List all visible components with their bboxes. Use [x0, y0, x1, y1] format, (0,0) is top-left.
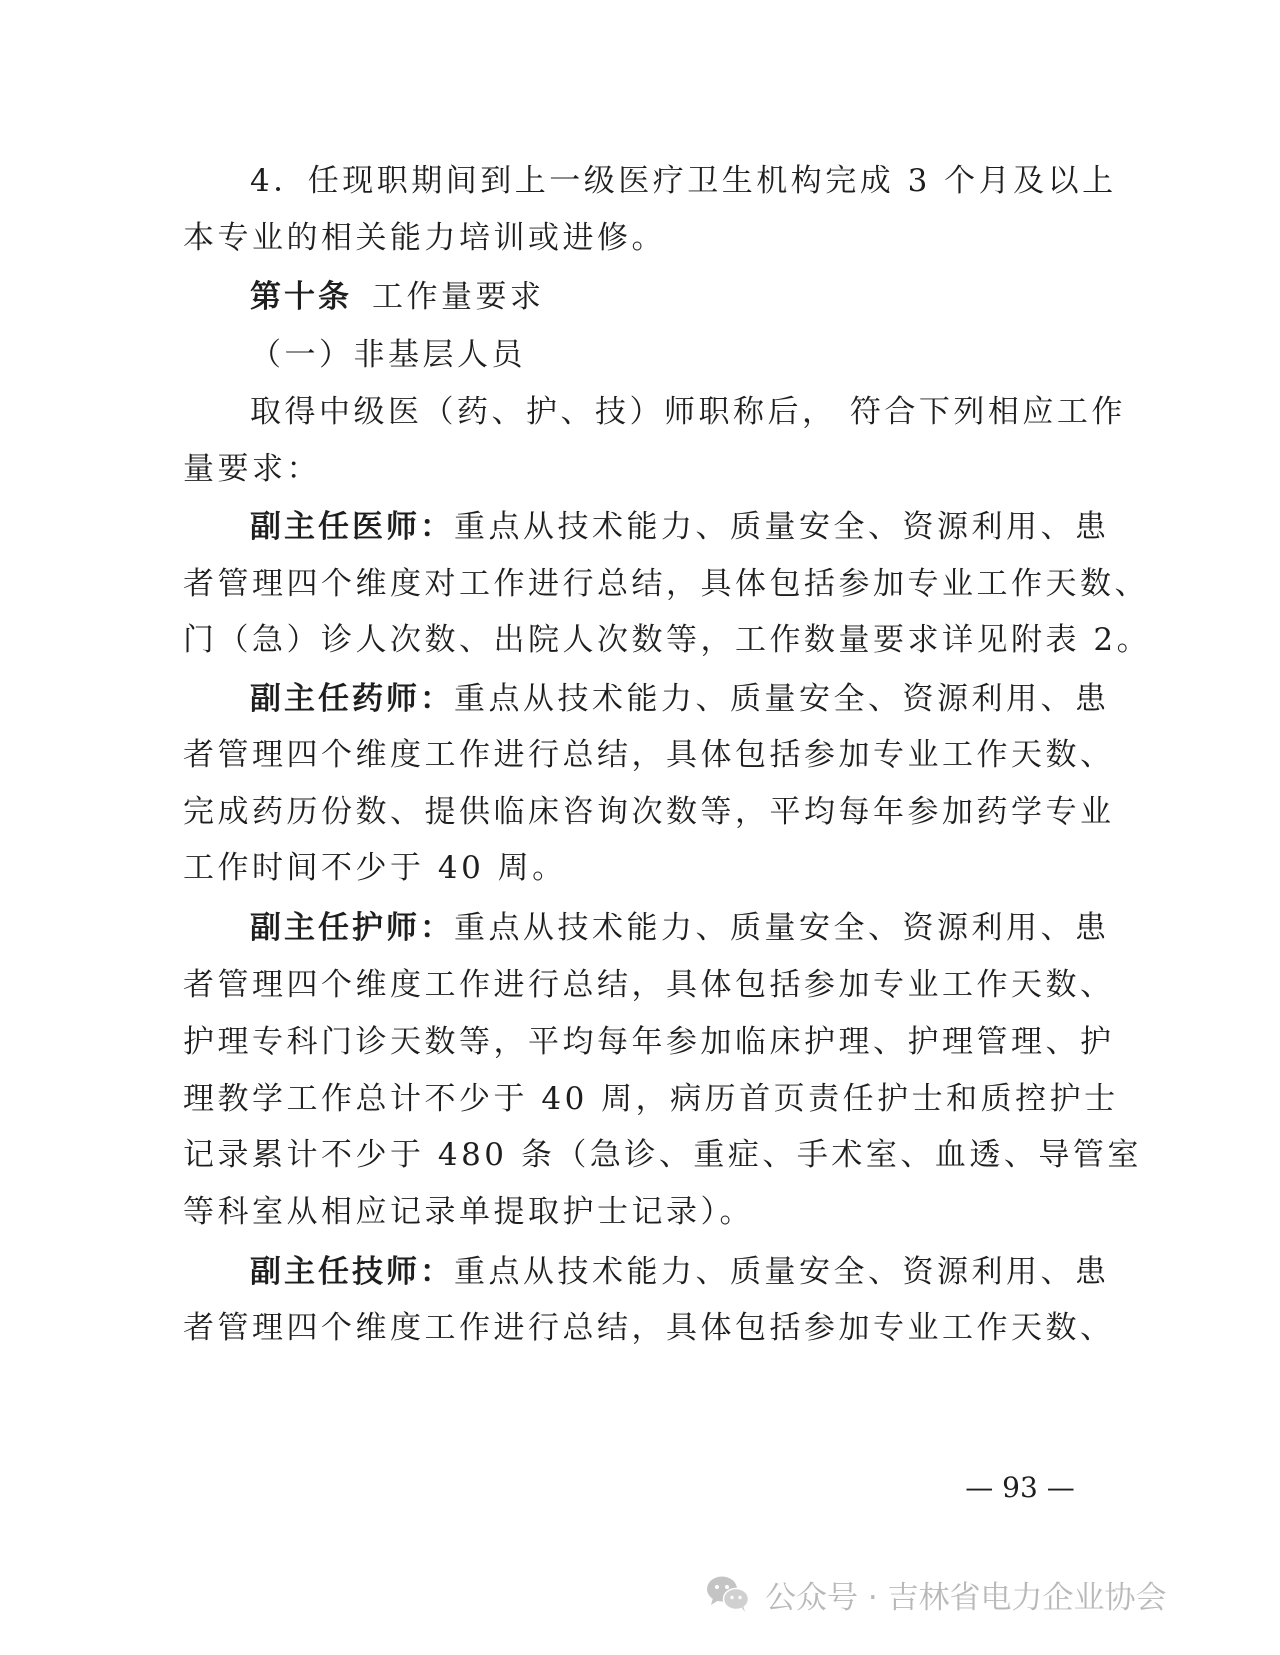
paragraph-line: 理教学工作总计不少于 40 周，病历首页责任护士和质控护士: [183, 1081, 1119, 1117]
paragraph-line: 完成药历份数、提供临床咨询次数等，平均每年参加药学专业: [183, 794, 1115, 830]
nurse-label: 副主任护师：: [250, 910, 454, 946]
paragraph-line: 者管理四个维度工作进行总结，具体包括参加专业工作天数、: [183, 1310, 1115, 1346]
paragraph-line: 取得中级医（药、护、技）师职称后， 符合下列相应工作: [250, 394, 1126, 430]
watermark-text: 公众号 · 吉林省电力企业协会: [765, 1579, 1167, 1616]
paragraph-line: 4．任现职期间到上一级医疗卫生机构完成 3 个月及以上: [250, 163, 1117, 199]
paragraph-line: 量要求：: [183, 451, 321, 487]
paragraph-line: 等科室从相应记录单提取护士记录）。: [183, 1194, 754, 1230]
article-number: 第十条: [250, 279, 352, 315]
paragraph-line: 者管理四个维度工作进行总结，具体包括参加专业工作天数、: [183, 967, 1115, 1003]
pharmacist-label: 副主任药师：: [250, 681, 454, 717]
doctor-label: 副主任医师：: [250, 509, 454, 545]
paragraph-line: 者管理四个维度工作进行总结，具体包括参加专业工作天数、: [183, 737, 1115, 773]
page-number: — 93 —: [965, 1471, 1075, 1504]
article-title: 工作量要求: [372, 279, 545, 315]
paragraph-line: 本专业的相关能力培训或进修。: [183, 220, 666, 256]
wechat-icon: [705, 1574, 751, 1614]
pharmacist-paragraph-first-line: 副主任药师：重点从技术能力、质量安全、资源利用、患: [250, 681, 1110, 717]
section-heading: （一）非基层人员: [250, 337, 526, 373]
paragraph-line: 记录累计不少于 480 条（急诊、重症、手术室、血透、导管室: [183, 1137, 1142, 1173]
watermark: [705, 1569, 1265, 1619]
paragraph-line: 者管理四个维度对工作进行总结，具体包括参加专业工作天数、: [183, 566, 1149, 602]
technician-paragraph-first-line: 副主任技师：重点从技术能力、质量安全、资源利用、患: [250, 1254, 1110, 1290]
paragraph-line: 护理专科门诊天数等，平均每年参加临床护理、护理管理、护: [183, 1024, 1115, 1060]
doctor-paragraph-first-line: 副主任医师：重点从技术能力、质量安全、资源利用、患: [250, 509, 1110, 545]
paragraph-line: 工作时间不少于 40 周。: [183, 850, 567, 886]
technician-label: 副主任技师：: [250, 1254, 454, 1290]
nurse-paragraph-first-line: 副主任护师：重点从技术能力、质量安全、资源利用、患: [250, 910, 1110, 946]
article-heading: [250, 277, 1088, 317]
paragraph-line: 门（急）诊人次数、出院人次数等，工作数量要求详见附表 2。: [183, 622, 1152, 658]
